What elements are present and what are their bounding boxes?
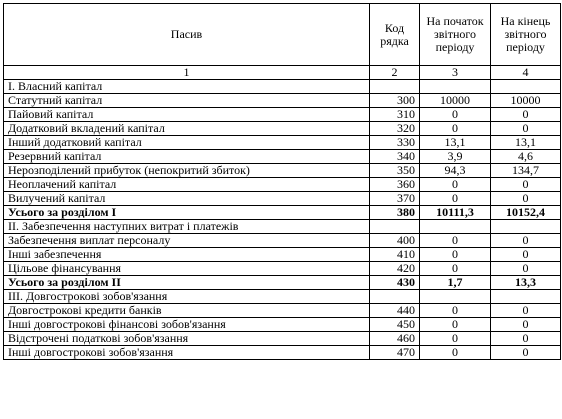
row-line-code: 340	[370, 150, 420, 164]
row-value-start: 0	[420, 108, 491, 122]
row-value-start: 0	[420, 262, 491, 276]
row-value-end: 0	[491, 234, 561, 248]
row-value-start	[420, 220, 491, 234]
row-line-code: 440	[370, 304, 420, 318]
table-row	[4, 192, 561, 206]
table-body	[4, 4, 561, 360]
table-row	[4, 108, 561, 122]
row-line-code: 320	[370, 122, 420, 136]
header-period-end: На кінець звітного періоду	[491, 4, 561, 66]
table-row	[4, 136, 561, 150]
row-value-start: 0	[420, 234, 491, 248]
section-heading-row	[4, 220, 561, 234]
row-name: III. Довгострокові зобов'язання	[4, 290, 370, 304]
row-value-end	[491, 220, 561, 234]
row-name: Забезпечення виплат персоналу	[4, 234, 370, 248]
row-value-start: 0	[420, 304, 491, 318]
row-value-end: 0	[491, 192, 561, 206]
table-row	[4, 332, 561, 346]
row-line-code: 400	[370, 234, 420, 248]
table-row	[4, 248, 561, 262]
row-name: Резервний капітал	[4, 150, 370, 164]
row-value-end: 0	[491, 122, 561, 136]
header-liabilities: Пасив	[4, 4, 370, 66]
table-row	[4, 150, 561, 164]
row-line-code: 450	[370, 318, 420, 332]
row-name: Інші довгострокові зобов'язання	[4, 346, 370, 360]
table-row	[4, 346, 561, 360]
row-value-end: 134,7	[491, 164, 561, 178]
row-line-code: 370	[370, 192, 420, 206]
row-value-start: 10111,3	[420, 206, 491, 220]
row-value-end: 0	[491, 108, 561, 122]
row-value-end: 0	[491, 346, 561, 360]
table-row	[4, 318, 561, 332]
row-value-end: 0	[491, 248, 561, 262]
row-value-start: 0	[420, 332, 491, 346]
row-value-start: 0	[420, 178, 491, 192]
row-name: Інші довгострокові фінансові зобов'язання	[4, 318, 370, 332]
row-value-start: 0	[420, 248, 491, 262]
table-row	[4, 122, 561, 136]
header-period-start: На початок звітного періоду	[420, 4, 491, 66]
row-line-code	[370, 80, 420, 94]
row-value-end	[491, 290, 561, 304]
row-value-end: 4,6	[491, 150, 561, 164]
row-value-start: 0	[420, 192, 491, 206]
header-row	[4, 4, 561, 66]
column-number: 3	[420, 66, 491, 80]
row-line-code: 430	[370, 276, 420, 290]
row-line-code: 360	[370, 178, 420, 192]
row-value-start: 1,7	[420, 276, 491, 290]
row-value-end: 0	[491, 262, 561, 276]
row-value-start: 94,3	[420, 164, 491, 178]
column-number: 4	[491, 66, 561, 80]
balance-sheet-table	[3, 3, 561, 360]
row-name: Пайовий капітал	[4, 108, 370, 122]
row-value-start: 3,9	[420, 150, 491, 164]
row-value-start	[420, 80, 491, 94]
row-line-code: 330	[370, 136, 420, 150]
row-line-code	[370, 290, 420, 304]
row-name: Неоплачений капітал	[4, 178, 370, 192]
row-name: II. Забезпечення наступних витрат і платежів	[4, 220, 370, 234]
row-value-end: 0	[491, 304, 561, 318]
table-row	[4, 234, 561, 248]
row-name: Відстрочені податкові зобов'язання	[4, 332, 370, 346]
row-line-code: 460	[370, 332, 420, 346]
row-line-code: 470	[370, 346, 420, 360]
row-line-code: 310	[370, 108, 420, 122]
row-name: Цільове фінансування	[4, 262, 370, 276]
total-row	[4, 276, 561, 290]
row-value-end: 0	[491, 318, 561, 332]
row-value-end: 10152,4	[491, 206, 561, 220]
row-line-code: 350	[370, 164, 420, 178]
row-name: I. Власний капітал	[4, 80, 370, 94]
column-number: 2	[370, 66, 420, 80]
row-value-end: 13,3	[491, 276, 561, 290]
row-value-end: 10000	[491, 94, 561, 108]
row-value-end: 0	[491, 178, 561, 192]
row-value-end: 0	[491, 332, 561, 346]
row-line-code: 380	[370, 206, 420, 220]
row-name: Вилучений капітал	[4, 192, 370, 206]
row-value-start: 0	[420, 122, 491, 136]
table-row	[4, 304, 561, 318]
section-heading-row	[4, 290, 561, 304]
column-number-row	[4, 66, 561, 80]
table-row	[4, 178, 561, 192]
row-value-start	[420, 290, 491, 304]
row-name: Усього за розділом I	[4, 206, 370, 220]
table-row	[4, 164, 561, 178]
row-name: Усього за розділом II	[4, 276, 370, 290]
row-line-code: 410	[370, 248, 420, 262]
row-value-start: 0	[420, 346, 491, 360]
row-name: Нерозподілений прибуток (непокритий збиток)	[4, 164, 370, 178]
table-row	[4, 94, 561, 108]
row-line-code: 420	[370, 262, 420, 276]
row-name: Довгострокові кредити банків	[4, 304, 370, 318]
header-line-code: Код рядка	[370, 4, 420, 66]
row-value-start: 10000	[420, 94, 491, 108]
row-name: Додатковий вкладений капітал	[4, 122, 370, 136]
row-name: Інший додатковий капітал	[4, 136, 370, 150]
row-line-code: 300	[370, 94, 420, 108]
row-line-code	[370, 220, 420, 234]
column-number: 1	[4, 66, 370, 80]
row-value-start: 13,1	[420, 136, 491, 150]
section-heading-row	[4, 80, 561, 94]
row-value-end: 13,1	[491, 136, 561, 150]
row-name: Інші забезпечення	[4, 248, 370, 262]
row-name: Статутний капітал	[4, 94, 370, 108]
row-value-end	[491, 80, 561, 94]
total-row	[4, 206, 561, 220]
table-row	[4, 262, 561, 276]
row-value-start: 0	[420, 318, 491, 332]
